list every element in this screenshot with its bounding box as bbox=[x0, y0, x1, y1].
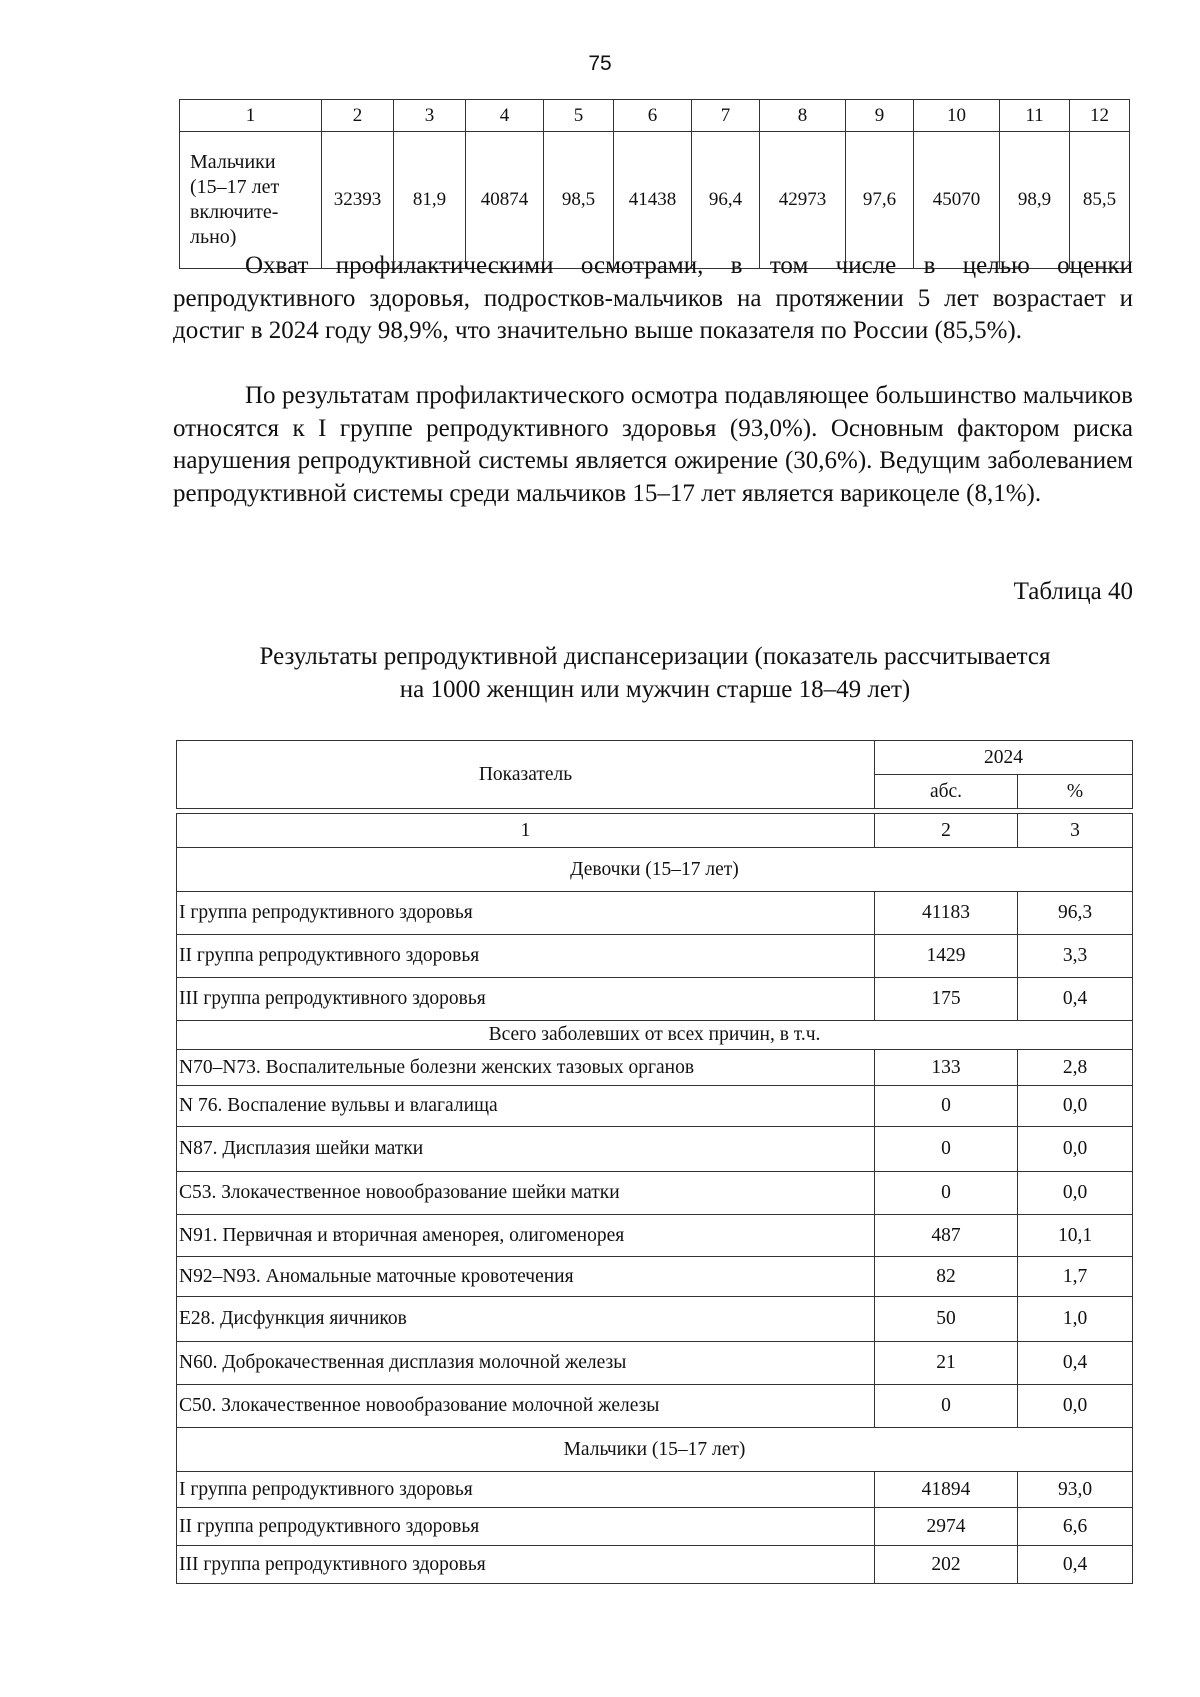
table-row bbox=[177, 1172, 1133, 1215]
table-row bbox=[177, 1215, 1133, 1257]
column-number: 3 bbox=[1018, 814, 1133, 848]
header-percent: % bbox=[1018, 775, 1133, 809]
abs-value: 1429 bbox=[875, 935, 1018, 978]
column-number: 6 bbox=[614, 100, 692, 132]
percent-value: 0,0 bbox=[1018, 1172, 1133, 1215]
row-label: III группа репродуктивного здоровья bbox=[177, 1546, 875, 1584]
column-number: 1 bbox=[177, 814, 875, 848]
continued-table bbox=[179, 99, 1130, 269]
header-row bbox=[177, 741, 1133, 775]
abs-value: 175 bbox=[875, 978, 1018, 1021]
abs-value: 21 bbox=[875, 1342, 1018, 1385]
row-label: N 76. Воспаление вульвы и влагалища bbox=[177, 1086, 875, 1127]
abs-value: 82 bbox=[875, 1257, 1018, 1297]
table-row bbox=[180, 132, 1130, 269]
column-number: 12 bbox=[1070, 100, 1130, 132]
row-label: N87. Дисплазия шейки матки bbox=[177, 1127, 875, 1172]
row-label: I группа репродуктивного здоровья bbox=[177, 1472, 875, 1508]
table-number: Таблица 40 bbox=[1013, 578, 1133, 605]
section-boys: Мальчики (15–17 лет) bbox=[177, 1428, 1133, 1472]
row-label: C50. Злокачественное новообразование молочной железы bbox=[177, 1385, 875, 1428]
header-indicator: Показатель bbox=[177, 741, 875, 809]
table-row bbox=[177, 1257, 1133, 1297]
column-number-row bbox=[180, 100, 1130, 132]
row-label: C53. Злокачественное новообразование шейки матки bbox=[177, 1172, 875, 1215]
column-number: 2 bbox=[322, 100, 394, 132]
abs-value: 50 bbox=[875, 1297, 1018, 1342]
abs-value: 0 bbox=[875, 1127, 1018, 1172]
table-row bbox=[177, 1086, 1133, 1127]
column-number: 10 bbox=[914, 100, 1000, 132]
header-abs: абс. bbox=[875, 775, 1018, 809]
percent-value: 0,4 bbox=[1018, 1546, 1133, 1584]
section-row bbox=[177, 848, 1133, 892]
table-cell: 81,9 bbox=[394, 132, 466, 269]
abs-value: 41894 bbox=[875, 1472, 1018, 1508]
table-cell: 98,5 bbox=[544, 132, 614, 269]
row-label: E28. Дисфункция яичников bbox=[177, 1297, 875, 1342]
column-number: 2 bbox=[875, 814, 1018, 848]
percent-value: 0,4 bbox=[1018, 978, 1133, 1021]
column-number: 7 bbox=[692, 100, 760, 132]
abs-value: 2974 bbox=[875, 1508, 1018, 1546]
row-label: III группа репродуктивного здоровья bbox=[177, 978, 875, 1021]
table-row bbox=[177, 1127, 1133, 1172]
abs-value: 133 bbox=[875, 1050, 1018, 1086]
table-row bbox=[177, 1385, 1133, 1428]
table-row bbox=[177, 892, 1133, 935]
table-row bbox=[177, 1342, 1133, 1385]
table-cell: 32393 bbox=[322, 132, 394, 269]
results-table bbox=[176, 740, 1133, 1584]
paragraph: Охват профилактическими осмотрами, в том числе в целью оценки репродуктивного здоровья, подростков-мальчиков на протяжении 5 лет возрастает и достиг в 2024 году 98,9%, что значительно выше показателя по России (85,5%). bbox=[173, 252, 1133, 344]
section-total-sick: Всего заболевших от всех причин, в т.ч. bbox=[177, 1021, 1133, 1050]
table-row bbox=[177, 1297, 1133, 1342]
table-row bbox=[177, 1546, 1133, 1584]
paragraph: По результатам профилактического осмотра подавляющее большинство мальчиков относятся к I группе репродуктивного здоровья (93,0%). Основным фактором риска нарушения репродуктивной системы является ожирение (30,6%). Ведущим заболеванием репродуктивной системы среди мальчиков 15–17 лет является варикоцеле (8,1%). bbox=[173, 382, 1133, 507]
percent-value: 2,8 bbox=[1018, 1050, 1133, 1086]
column-number: 5 bbox=[544, 100, 614, 132]
table-cell: 41438 bbox=[614, 132, 692, 269]
percent-value: 6,6 bbox=[1018, 1508, 1133, 1546]
percent-value: 96,3 bbox=[1018, 892, 1133, 935]
column-number: 3 bbox=[394, 100, 466, 132]
row-label: N91. Первичная и вторичная аменорея, олигоменорея bbox=[177, 1215, 875, 1257]
table-cell: 98,9 bbox=[1000, 132, 1070, 269]
column-number: 9 bbox=[846, 100, 914, 132]
percent-value: 10,1 bbox=[1018, 1215, 1133, 1257]
table-cell: 97,6 bbox=[846, 132, 914, 269]
table-row bbox=[177, 1508, 1133, 1546]
abs-value: 41183 bbox=[875, 892, 1018, 935]
table-cell: 96,4 bbox=[692, 132, 760, 269]
percent-value: 93,0 bbox=[1018, 1472, 1133, 1508]
abs-value: 487 bbox=[875, 1215, 1018, 1257]
table-cell: 85,5 bbox=[1070, 132, 1130, 269]
percent-value: 0,0 bbox=[1018, 1086, 1133, 1127]
table-title: Результаты репродуктивной диспансеризации (показатель рассчитывается на 1000 женщин или мужчин старше 18–49 лет) bbox=[259, 643, 1051, 703]
percent-value: 0,0 bbox=[1018, 1127, 1133, 1172]
table-row bbox=[177, 978, 1133, 1021]
table-row bbox=[177, 1050, 1133, 1086]
column-number: 11 bbox=[1000, 100, 1070, 132]
column-number: 4 bbox=[466, 100, 544, 132]
column-number: 1 bbox=[180, 100, 322, 132]
percent-value: 3,3 bbox=[1018, 935, 1133, 978]
table-cell: 42973 bbox=[760, 132, 846, 269]
row-label: Мальчики (15–17 лет включите- льно) bbox=[180, 132, 322, 269]
section-row bbox=[177, 1021, 1133, 1050]
row-label: N70–N73. Воспалительные болезни женских тазовых органов bbox=[177, 1050, 875, 1086]
section-row bbox=[177, 1428, 1133, 1472]
percent-value: 0,4 bbox=[1018, 1342, 1133, 1385]
abs-value: 0 bbox=[875, 1385, 1018, 1428]
row-label: I группа репродуктивного здоровья bbox=[177, 892, 875, 935]
table-row bbox=[177, 935, 1133, 978]
page-number: 75 bbox=[588, 52, 612, 75]
row-label: II группа репродуктивного здоровья bbox=[177, 1508, 875, 1546]
row-label: N92–N93. Аномальные маточные кровотечения bbox=[177, 1257, 875, 1297]
column-number-row bbox=[177, 814, 1133, 848]
table-cell: 45070 bbox=[914, 132, 1000, 269]
table-cell: 40874 bbox=[466, 132, 544, 269]
percent-value: 1,7 bbox=[1018, 1257, 1133, 1297]
row-label: N60. Доброкачественная дисплазия молочной железы bbox=[177, 1342, 875, 1385]
row-label: II группа репродуктивного здоровья bbox=[177, 935, 875, 978]
percent-value: 0,0 bbox=[1018, 1385, 1133, 1428]
abs-value: 202 bbox=[875, 1546, 1018, 1584]
column-number: 8 bbox=[760, 100, 846, 132]
table-row bbox=[177, 1472, 1133, 1508]
percent-value: 1,0 bbox=[1018, 1297, 1133, 1342]
section-girls: Девочки (15–17 лет) bbox=[177, 848, 1133, 892]
abs-value: 0 bbox=[875, 1086, 1018, 1127]
header-year: 2024 bbox=[875, 741, 1133, 775]
abs-value: 0 bbox=[875, 1172, 1018, 1215]
